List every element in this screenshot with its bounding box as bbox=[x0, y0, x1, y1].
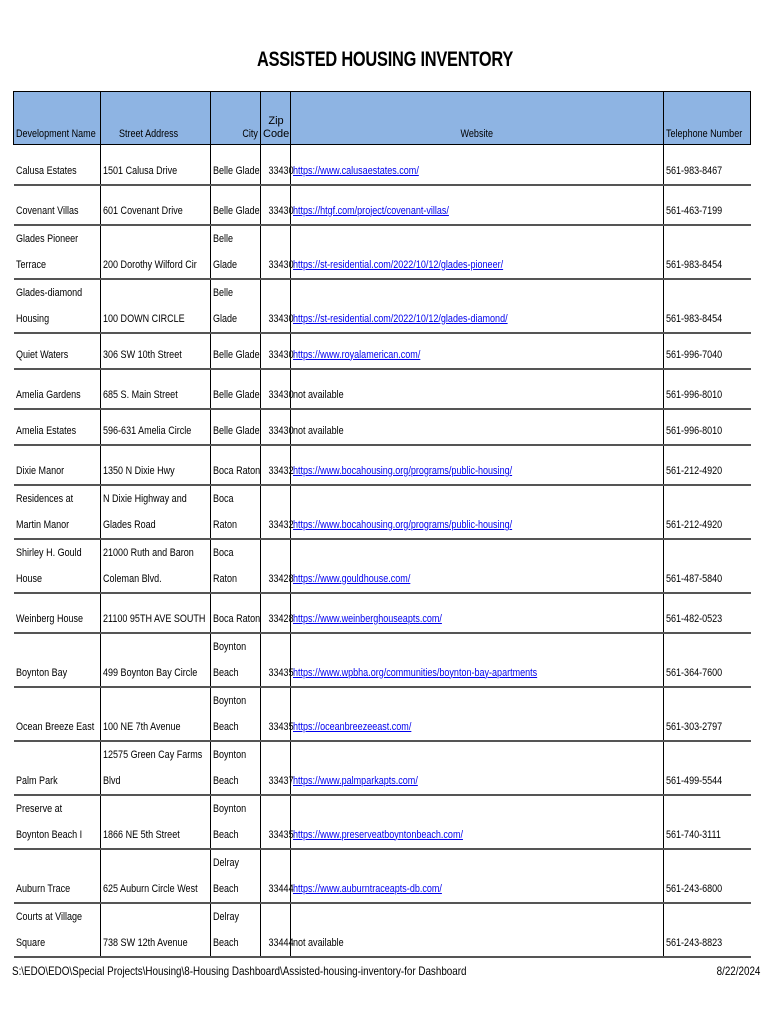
website-cell bbox=[291, 849, 664, 903]
website-cell bbox=[291, 145, 664, 185]
street-address-text: 1866 NE 5th Street bbox=[103, 828, 180, 841]
city-cell bbox=[211, 445, 261, 485]
city-text: Boca Raton bbox=[213, 464, 261, 477]
zip-code-text: 33430 bbox=[268, 258, 294, 271]
column-header-city: City bbox=[211, 92, 261, 145]
development-name-cell bbox=[14, 633, 101, 687]
telephone-cell bbox=[664, 185, 751, 225]
city-text: Belle Glade bbox=[213, 348, 260, 361]
zip-code-text: 33430 bbox=[268, 204, 294, 217]
telephone-cell bbox=[664, 633, 751, 687]
street-address-text: 1501 Calusa Drive bbox=[103, 164, 178, 177]
city-text: Boynton Beach bbox=[213, 694, 247, 733]
website-link[interactable]: https://oceanbreezeeast.com/ bbox=[293, 720, 412, 733]
city-cell bbox=[211, 849, 261, 903]
table-row bbox=[14, 145, 751, 185]
website-cell bbox=[291, 633, 664, 687]
website-cell bbox=[291, 369, 664, 409]
city-text: Boynton Beach bbox=[213, 802, 247, 841]
zip-code-text: 33430 bbox=[268, 312, 294, 325]
street-address-cell bbox=[101, 333, 211, 369]
development-name-text: Boynton Bay bbox=[15, 666, 67, 679]
street-address-text: 21000 Ruth and Baron Coleman Blvd. bbox=[103, 546, 194, 585]
website-link[interactable]: https://www.bocahousing.org/programs/public-housing/ bbox=[293, 464, 513, 477]
column-header-street-address: Street Address bbox=[101, 92, 211, 145]
website-text: not available bbox=[293, 388, 344, 401]
zip-code-cell bbox=[261, 369, 294, 409]
development-name-text: Courts at Village Square bbox=[15, 910, 82, 949]
street-address-cell bbox=[101, 539, 211, 593]
development-name-cell bbox=[14, 687, 101, 741]
street-address-cell bbox=[101, 687, 211, 741]
telephone-text: 561-364-7600 bbox=[666, 666, 723, 679]
development-name-cell bbox=[14, 409, 101, 445]
website-cell bbox=[291, 593, 664, 633]
street-address-text: 100 DOWN CIRCLE bbox=[103, 312, 185, 325]
city-text: Boca Raton bbox=[213, 492, 238, 531]
telephone-text: 561-212-4920 bbox=[666, 518, 723, 531]
telephone-cell bbox=[664, 485, 751, 539]
telephone-text: 561-983-8467 bbox=[666, 164, 723, 177]
development-name-text: Quiet Waters bbox=[15, 348, 68, 361]
zip-code-text: 33432 bbox=[268, 518, 294, 531]
city-cell bbox=[211, 279, 261, 333]
development-name-cell bbox=[14, 445, 101, 485]
telephone-text: 561-740-3111 bbox=[666, 828, 721, 841]
website-cell bbox=[291, 687, 664, 741]
footer-date: 8/22/2024 bbox=[716, 964, 760, 978]
street-address-cell bbox=[101, 145, 211, 185]
development-name-text: Glades-diamond Housing bbox=[15, 286, 82, 325]
website-link[interactable]: https://www.calusaestates.com/ bbox=[293, 164, 419, 177]
zip-code-cell bbox=[261, 539, 294, 593]
street-address-text: 738 SW 12th Avenue bbox=[103, 936, 188, 949]
column-header-development-name: Development Name bbox=[14, 92, 101, 145]
city-text: Delray Beach bbox=[213, 856, 240, 895]
development-name-text: Calusa Estates bbox=[15, 164, 77, 177]
city-cell bbox=[211, 795, 261, 849]
telephone-cell bbox=[664, 409, 751, 445]
development-name-text: Shirley H. Gould House bbox=[15, 546, 82, 585]
telephone-text: 561-487-5840 bbox=[666, 572, 723, 585]
zip-code-cell bbox=[261, 795, 294, 849]
city-text: Boca Raton bbox=[213, 612, 261, 625]
table-row bbox=[14, 279, 751, 333]
development-name-cell bbox=[14, 593, 101, 633]
street-address-text: 1350 N Dixie Hwy bbox=[103, 464, 175, 477]
telephone-text: 561-983-8454 bbox=[666, 312, 723, 325]
street-address-cell bbox=[101, 741, 211, 795]
development-name-text: Palm Park bbox=[15, 774, 58, 787]
city-cell bbox=[211, 903, 261, 957]
city-cell bbox=[211, 539, 261, 593]
telephone-text: 561-499-5544 bbox=[666, 774, 723, 787]
development-name-cell bbox=[14, 539, 101, 593]
zip-code-cell bbox=[261, 279, 294, 333]
telephone-text: 561-996-7040 bbox=[666, 348, 723, 361]
street-address-cell bbox=[101, 795, 211, 849]
website-link[interactable]: https://www.gouldhouse.com/ bbox=[293, 572, 411, 585]
telephone-text: 561-212-4920 bbox=[666, 464, 723, 477]
telephone-cell bbox=[664, 225, 751, 279]
website-link[interactable]: https://www.palmparkapts.com/ bbox=[293, 774, 418, 787]
city-cell bbox=[211, 369, 261, 409]
development-name-cell bbox=[14, 369, 101, 409]
telephone-cell bbox=[664, 369, 751, 409]
zip-code-cell bbox=[261, 225, 294, 279]
city-text: Belle Glade bbox=[213, 164, 260, 177]
development-name-cell bbox=[14, 145, 101, 185]
telephone-cell bbox=[664, 687, 751, 741]
development-name-cell bbox=[14, 903, 101, 957]
table-header-row bbox=[14, 92, 751, 145]
zip-code-cell bbox=[261, 445, 294, 485]
city-text: Belle Glade bbox=[213, 204, 260, 217]
development-name-text: Amelia Estates bbox=[15, 424, 76, 437]
website-cell bbox=[291, 903, 664, 957]
column-header-zip-code: Zip Code bbox=[261, 92, 291, 145]
development-name-cell bbox=[14, 185, 101, 225]
city-text: Belle Glade bbox=[213, 232, 238, 271]
telephone-text: 561-243-6800 bbox=[666, 882, 723, 895]
table-row bbox=[14, 593, 751, 633]
table-row bbox=[14, 849, 751, 903]
zip-code-text: 33444 bbox=[268, 882, 294, 895]
street-address-cell bbox=[101, 903, 211, 957]
development-name-text: Ocean Breeze East bbox=[15, 720, 94, 733]
website-text: not available bbox=[293, 936, 344, 949]
zip-code-cell bbox=[261, 333, 294, 369]
housing-inventory-table bbox=[13, 91, 751, 958]
city-text: Belle Glade bbox=[213, 424, 260, 437]
telephone-text: 561-996-8010 bbox=[666, 388, 723, 401]
city-text: Boca Raton bbox=[213, 546, 238, 585]
telephone-cell bbox=[664, 593, 751, 633]
table-row bbox=[14, 539, 751, 593]
street-address-cell bbox=[101, 633, 211, 687]
website-cell bbox=[291, 185, 664, 225]
street-address-cell bbox=[101, 445, 211, 485]
zip-code-cell bbox=[261, 593, 294, 633]
street-address-cell bbox=[101, 279, 211, 333]
development-name-cell bbox=[14, 795, 101, 849]
city-text: Boynton Beach bbox=[213, 640, 247, 679]
website-link[interactable]: https://www.wpbha.org/communities/boynton-bay-apartments bbox=[293, 666, 538, 679]
zip-code-cell bbox=[261, 485, 294, 539]
zip-code-cell bbox=[261, 145, 294, 185]
footer-file-path: S:\EDO\EDO\Special Projects\Housing\8-Housing Dashboard\Assisted-housing-inventory-for Dashboard bbox=[12, 964, 467, 978]
website-link[interactable]: https://www.preserveatboyntonbeach.com/ bbox=[293, 828, 463, 841]
zip-code-text: 33435 bbox=[268, 666, 294, 679]
street-address-cell bbox=[101, 409, 211, 445]
street-address-text: N Dixie Highway and Glades Road bbox=[103, 492, 187, 531]
development-name-text: Preserve at Boynton Beach I bbox=[15, 802, 82, 841]
zip-code-text: 33428 bbox=[268, 612, 294, 625]
zip-code-cell bbox=[261, 849, 294, 903]
website-cell bbox=[291, 409, 664, 445]
table-row bbox=[14, 687, 751, 741]
zip-code-text: 33430 bbox=[268, 424, 294, 437]
telephone-text: 561-983-8454 bbox=[666, 258, 723, 271]
website-link[interactable]: https://st-residential.com/2022/10/12/glades-pioneer/ bbox=[293, 258, 504, 271]
telephone-cell bbox=[664, 849, 751, 903]
website-cell bbox=[291, 741, 664, 795]
telephone-cell bbox=[664, 741, 751, 795]
development-name-cell bbox=[14, 741, 101, 795]
city-text: Boynton Beach bbox=[213, 748, 247, 787]
street-address-cell bbox=[101, 593, 211, 633]
telephone-text: 561-303-2797 bbox=[666, 720, 723, 733]
street-address-text: 685 S. Main Street bbox=[103, 388, 178, 401]
street-address-cell bbox=[101, 185, 211, 225]
development-name-text: Covenant Villas bbox=[15, 204, 79, 217]
website-cell bbox=[291, 445, 664, 485]
city-cell bbox=[211, 633, 261, 687]
city-cell bbox=[211, 687, 261, 741]
website-link[interactable]: https://htgf.com/project/covenant-villas/ bbox=[293, 204, 449, 217]
zip-code-cell bbox=[261, 687, 294, 741]
zip-code-text: 33444 bbox=[268, 936, 294, 949]
table-row bbox=[14, 485, 751, 539]
website-cell bbox=[291, 333, 664, 369]
table-row bbox=[14, 369, 751, 409]
street-address-text: 596-631 Amelia Circle bbox=[103, 424, 192, 437]
city-cell bbox=[211, 145, 261, 185]
column-header-website: Website bbox=[291, 92, 664, 145]
street-address-text: 601 Covenant Drive bbox=[103, 204, 183, 217]
development-name-cell bbox=[14, 225, 101, 279]
street-address-text: 306 SW 10th Street bbox=[103, 348, 182, 361]
street-address-text: 100 NE 7th Avenue bbox=[103, 720, 181, 733]
zip-code-text: 33432 bbox=[268, 464, 294, 477]
street-address-text: 200 Dorothy Wilford Cir bbox=[103, 258, 197, 271]
website-cell bbox=[291, 225, 664, 279]
development-name-cell bbox=[14, 333, 101, 369]
city-cell bbox=[211, 741, 261, 795]
website-link[interactable]: https://www.weinberghouseapts.com/ bbox=[293, 612, 442, 625]
website-cell bbox=[291, 795, 664, 849]
telephone-cell bbox=[664, 445, 751, 485]
street-address-text: 12575 Green Cay Farms Blvd bbox=[103, 748, 203, 787]
table-row bbox=[14, 409, 751, 445]
table-row bbox=[14, 225, 751, 279]
zip-code-text: 33430 bbox=[268, 164, 294, 177]
zip-code-text: 33437 bbox=[268, 774, 294, 787]
zip-code-cell bbox=[261, 741, 294, 795]
city-cell bbox=[211, 185, 261, 225]
development-name-cell bbox=[14, 849, 101, 903]
zip-code-cell bbox=[261, 633, 294, 687]
telephone-cell bbox=[664, 903, 751, 957]
table-row bbox=[14, 795, 751, 849]
website-link[interactable]: https://www.royalamerican.com/ bbox=[293, 348, 421, 361]
street-address-cell bbox=[101, 485, 211, 539]
telephone-cell bbox=[664, 333, 751, 369]
development-name-text: Residences at Martin Manor bbox=[15, 492, 73, 531]
city-cell bbox=[211, 485, 261, 539]
zip-code-cell bbox=[261, 409, 294, 445]
street-address-text: 21100 95TH AVE SOUTH bbox=[103, 612, 206, 625]
page-title: ASSISTED HOUSING INVENTORY bbox=[256, 48, 514, 71]
telephone-text: 561-996-8010 bbox=[666, 424, 723, 437]
column-header-telephone-number: Telephone Number bbox=[664, 92, 751, 145]
zip-code-cell bbox=[261, 903, 294, 957]
telephone-cell bbox=[664, 145, 751, 185]
city-cell bbox=[211, 409, 261, 445]
development-name-text: Weinberg House bbox=[15, 612, 83, 625]
zip-code-text: 33435 bbox=[268, 720, 294, 733]
telephone-cell bbox=[664, 795, 751, 849]
telephone-cell bbox=[664, 539, 751, 593]
city-cell bbox=[211, 225, 261, 279]
website-cell bbox=[291, 539, 664, 593]
street-address-text: 625 Auburn Circle West bbox=[103, 882, 198, 895]
development-name-cell bbox=[14, 485, 101, 539]
telephone-text: 561-482-0523 bbox=[666, 612, 723, 625]
street-address-text: 499 Boynton Bay Circle bbox=[103, 666, 198, 679]
city-text: Delray Beach bbox=[213, 910, 240, 949]
table-row bbox=[14, 741, 751, 795]
zip-code-text: 33430 bbox=[268, 388, 294, 401]
city-cell bbox=[211, 593, 261, 633]
development-name-text: Glades Pioneer Terrace bbox=[15, 232, 78, 271]
table-row bbox=[14, 903, 751, 957]
telephone-cell bbox=[664, 279, 751, 333]
website-cell bbox=[291, 485, 664, 539]
street-address-cell bbox=[101, 225, 211, 279]
telephone-text: 561-243-8823 bbox=[666, 936, 723, 949]
website-cell bbox=[291, 279, 664, 333]
development-name-text: Auburn Trace bbox=[15, 882, 70, 895]
city-cell bbox=[211, 333, 261, 369]
development-name-text: Dixie Manor bbox=[15, 464, 64, 477]
telephone-text: 561-463-7199 bbox=[666, 204, 723, 217]
development-name-cell bbox=[14, 279, 101, 333]
zip-code-text: 33435 bbox=[268, 828, 294, 841]
table-row bbox=[14, 445, 751, 485]
table-row bbox=[14, 333, 751, 369]
zip-code-cell bbox=[261, 185, 294, 225]
table-row bbox=[14, 633, 751, 687]
website-link[interactable]: https://www.bocahousing.org/programs/public-housing/ bbox=[293, 518, 513, 531]
zip-code-text: 33430 bbox=[268, 348, 294, 361]
street-address-cell bbox=[101, 849, 211, 903]
development-name-text: Amelia Gardens bbox=[15, 388, 81, 401]
city-text: Belle Glade bbox=[213, 286, 238, 325]
city-text: Belle Glade bbox=[213, 388, 260, 401]
website-link[interactable]: https://st-residential.com/2022/10/12/glades-diamond/ bbox=[293, 312, 508, 325]
website-text: not available bbox=[293, 424, 344, 437]
street-address-cell bbox=[101, 369, 211, 409]
zip-code-text: 33428 bbox=[268, 572, 294, 585]
website-link[interactable]: https://www.auburntraceapts-db.com/ bbox=[293, 882, 442, 895]
table-row bbox=[14, 185, 751, 225]
